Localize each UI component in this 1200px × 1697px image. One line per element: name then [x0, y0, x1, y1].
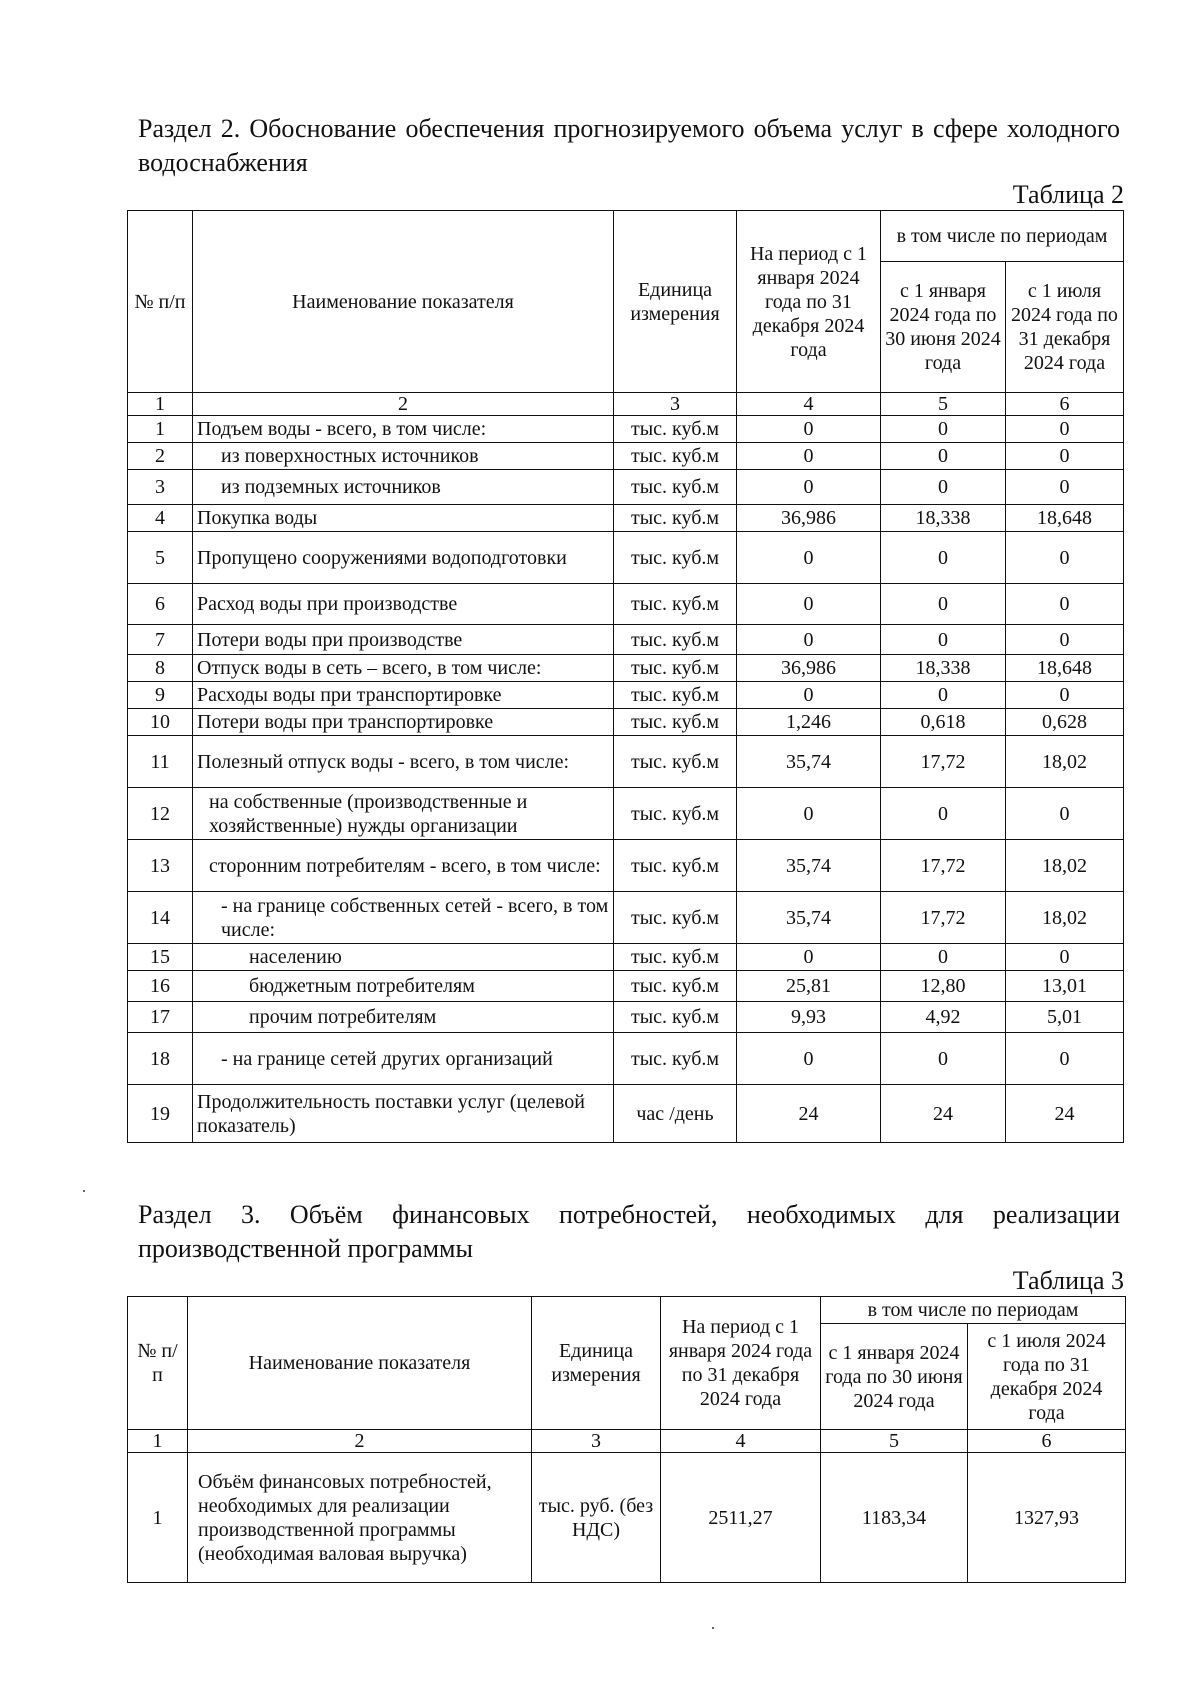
table-row: 1 Объём финансовых потребностей, необходимых для реализации производственной программы (необходимая валовая выручка) тыс. руб. (без НДС) 2511,27 1183,34 1327,93 [128, 1453, 1126, 1583]
table-3 [127, 1296, 1126, 1583]
column-number: 2 [188, 1430, 532, 1453]
table-row: 16 бюджетным потребителям тыс. куб.м 25,81 12,80 13,01 [128, 971, 1124, 1002]
header-group: в том числе по периодам [821, 1297, 1126, 1324]
table-row: 13 сторонним потребителям - всего, в том числе: тыс. куб.м 35,74 17,72 18,02 [128, 840, 1124, 892]
header-name: Наименование показателя [188, 1297, 532, 1430]
header-num: № п/п [128, 1297, 188, 1430]
table-row: 17 прочим потребителям тыс. куб.м 9,93 4,92 5,01 [128, 1002, 1124, 1033]
table-row: 12 на собственные (производственные и хозяйственные) нужды организации тыс. куб.м 0 0 0 [128, 788, 1124, 840]
header-period-1: с 1 января 2024 года по 30 июня 2024 года [881, 262, 1006, 393]
column-number: 3 [614, 393, 737, 416]
column-number: 4 [737, 393, 881, 416]
section-3-title: Раздел 3. Объём финансовых потребностей, необходимых для реализации производственной программы [138, 1200, 1120, 1263]
header-period-1: с 1 января 2024 года по 30 июня 2024 года [821, 1324, 968, 1430]
column-numbers-row [128, 1430, 1126, 1453]
table-row: 1 Подъем воды - всего, в том числе: тыс. куб.м 0 0 0 [128, 416, 1124, 443]
table-row: 2 из поверхностных источников тыс. куб.м 0 0 0 [128, 443, 1124, 470]
table-row: 10 Потери воды при транспортировке тыс. куб.м 1,246 0,618 0,628 [128, 709, 1124, 736]
table-row: 18 - на границе сетей других организаций тыс. куб.м 0 0 0 [128, 1033, 1124, 1085]
column-number: 6 [968, 1430, 1126, 1453]
table-row: 11 Полезный отпуск воды - всего, в том числе: тыс. куб.м 35,74 17,72 18,02 [128, 736, 1124, 788]
header-unit: Единица измерения [532, 1297, 661, 1430]
header-num: № п/п [128, 211, 193, 393]
table-row: 19 Продолжительность поставки услуг (целевой показатель) час /день 24 24 24 [128, 1085, 1124, 1143]
scan-speck [83, 1190, 85, 1192]
column-number: 1 [128, 393, 193, 416]
column-number: 2 [193, 393, 614, 416]
table-row: 4 Покупка воды тыс. куб.м 36,986 18,338 18,648 [128, 505, 1124, 532]
column-number: 1 [128, 1430, 188, 1453]
table-3-caption: Таблица 3 [1012, 1266, 1124, 1295]
header-name: Наименование показателя [193, 211, 614, 393]
section-2-title: Раздел 2. Обоснование обеспечения прогнозируемого объема услуг в сфере холодного водоснабжения [138, 114, 1120, 177]
table-2 [127, 210, 1124, 1143]
column-number: 5 [881, 393, 1006, 416]
header-group: в том числе по периодам [881, 211, 1124, 262]
table-2-caption: Таблица 2 [1012, 180, 1124, 209]
header-total: На период с 1 января 2024 года по 31 декабря 2024 года [737, 211, 881, 393]
table-row: 9 Расходы воды при транспортировке тыс. куб.м 0 0 0 [128, 682, 1124, 709]
column-numbers-row [128, 393, 1124, 416]
column-number: 6 [1006, 393, 1124, 416]
table-row: 8 Отпуск воды в сеть – всего, в том числе: тыс. куб.м 36,986 18,338 18,648 [128, 655, 1124, 682]
column-number: 3 [532, 1430, 661, 1453]
header-period-2: с 1 июля 2024 года по 31 декабря 2024 года [1006, 262, 1124, 393]
table-row: 7 Потери воды при производстве тыс. куб.м 0 0 0 [128, 625, 1124, 655]
table-row: 15 населению тыс. куб.м 0 0 0 [128, 944, 1124, 971]
header-total: На период с 1 января 2024 года по 31 декабря 2024 года [661, 1297, 821, 1430]
header-period-2: с 1 июля 2024 года по 31 декабря 2024 года [968, 1324, 1126, 1430]
table-row: 6 Расход воды при производстве тыс. куб.м 0 0 0 [128, 584, 1124, 625]
column-number: 4 [661, 1430, 821, 1453]
table-row: 5 Пропущено сооружениями водоподготовки тыс. куб.м 0 0 0 [128, 532, 1124, 584]
table-row: 3 из подземных источников тыс. куб.м 0 0 0 [128, 470, 1124, 505]
header-unit: Единица измерения [614, 211, 737, 393]
table-row: 14 - на границе собственных сетей - всего, в том числе: тыс. куб.м 35,74 17,72 18,02 [128, 892, 1124, 944]
scan-speck [712, 1627, 714, 1629]
column-number: 5 [821, 1430, 968, 1453]
